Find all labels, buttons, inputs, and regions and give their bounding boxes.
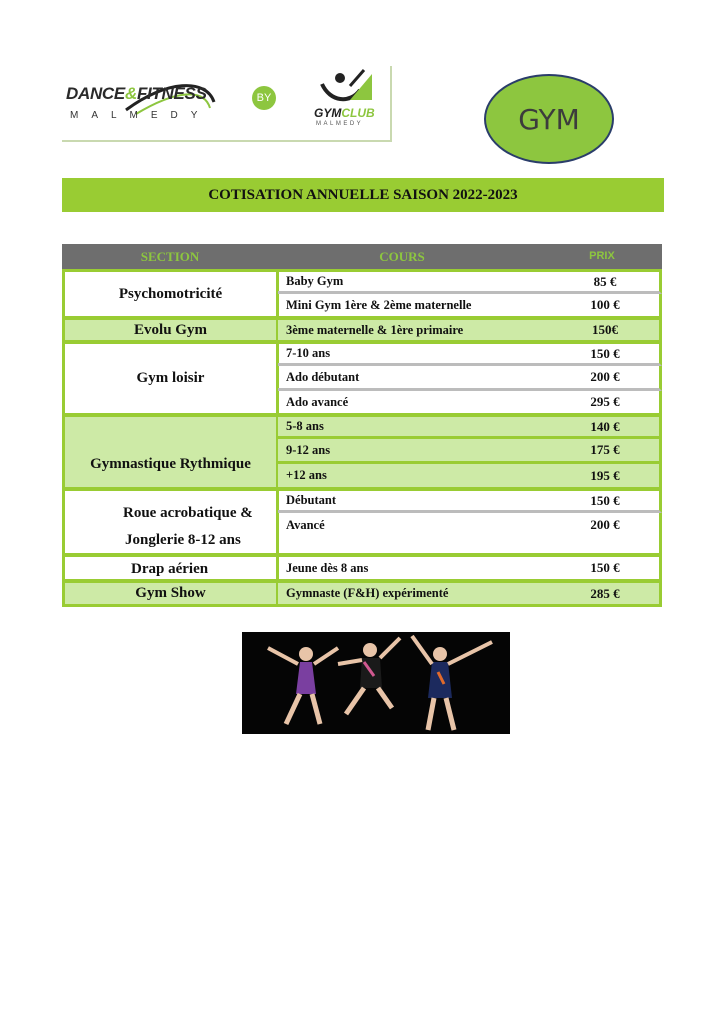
by-badge: BY — [252, 86, 276, 110]
section-roue-acrobatique — [62, 488, 279, 556]
table-header — [62, 244, 662, 269]
course-name: Baby Gym — [286, 274, 344, 288]
section-evolu-gym: Evolu Gym — [62, 317, 279, 343]
section-gym-loisir: Gym loisir — [62, 341, 279, 416]
section-psychomotricite: Psychomotricité — [62, 269, 279, 319]
gymclub-subtitle: MALMEDY — [316, 121, 364, 127]
table-row — [278, 269, 662, 294]
gymclub-logo — [310, 66, 390, 138]
course-name: Ado débutant — [286, 369, 360, 384]
course-price: 150 € — [590, 492, 620, 508]
gymnasts-illustration — [242, 632, 510, 734]
course-name: Débutant — [286, 493, 337, 507]
header-section: SECTION — [140, 249, 200, 264]
table-row — [278, 366, 662, 391]
course-name: Jeune dès 8 ans — [286, 560, 369, 575]
table-row — [278, 317, 662, 343]
gymnast-figure-icon — [310, 66, 380, 108]
course-price: 100 € — [590, 297, 620, 312]
course-name: Ado avancé — [286, 394, 349, 409]
course-name: Mini Gym 1ère & 2ème maternelle — [286, 297, 472, 312]
table-row — [278, 554, 662, 582]
page-title: COTISATION ANNUELLE SAISON 2022-2023 — [62, 178, 664, 212]
table-row — [278, 464, 662, 490]
course-name: 9-12 ans — [286, 442, 331, 457]
logo-strip — [62, 66, 392, 142]
dance-fitness-subtitle: MALMEDY — [70, 110, 211, 121]
course-price: 85 € — [593, 273, 617, 289]
course-name: 7-10 ans — [286, 346, 331, 360]
header-prix: PRIX — [589, 250, 615, 262]
section-label-line2: Jonglerie 8-12 ans — [125, 532, 241, 548]
section-label: Gymnastique Rythmique — [90, 455, 251, 472]
table-row — [278, 580, 662, 607]
section-gym-show: Gym Show — [62, 580, 279, 607]
table-row — [278, 488, 662, 513]
course-price: 200 € — [590, 517, 620, 532]
course-price: 285 € — [590, 585, 620, 601]
course-price: 195 € — [590, 467, 620, 483]
section-label-line1: Roue acrobatique & — [123, 505, 253, 521]
course-price: 150 € — [590, 560, 620, 575]
course-price: 140 € — [590, 418, 620, 434]
course-price: 150 € — [590, 345, 620, 361]
gymnasts-photo — [242, 632, 510, 734]
table-row — [278, 439, 662, 464]
course-name: 3ème maternelle & 1ère primaire — [286, 322, 464, 337]
table-row — [278, 513, 662, 556]
dance-fitness-wordmark: DANCE&FITNESS — [66, 84, 207, 103]
header-cours: COURS — [379, 249, 425, 264]
course-price: 295 € — [590, 394, 620, 409]
table-row — [278, 294, 662, 319]
course-price: 150€ — [592, 322, 618, 337]
course-name: +12 ans — [286, 468, 327, 482]
dance-fitness-logo — [66, 80, 216, 130]
section-drap-aerien: Drap aérien — [62, 554, 279, 582]
course-name: Avancé — [286, 517, 325, 532]
course-name: 5-8 ans — [286, 419, 324, 433]
table-row — [278, 414, 662, 439]
table-row — [278, 341, 662, 366]
section-gymnastique-rythmique — [62, 414, 279, 490]
table-row — [278, 391, 662, 416]
course-name: Gymnaste (F&H) expérimenté — [286, 586, 449, 600]
course-price: 175 € — [590, 442, 620, 457]
gym-badge: GYM — [484, 74, 614, 164]
gymclub-wordmark: GYMCLUB — [314, 106, 375, 120]
course-price: 200 € — [590, 369, 620, 384]
